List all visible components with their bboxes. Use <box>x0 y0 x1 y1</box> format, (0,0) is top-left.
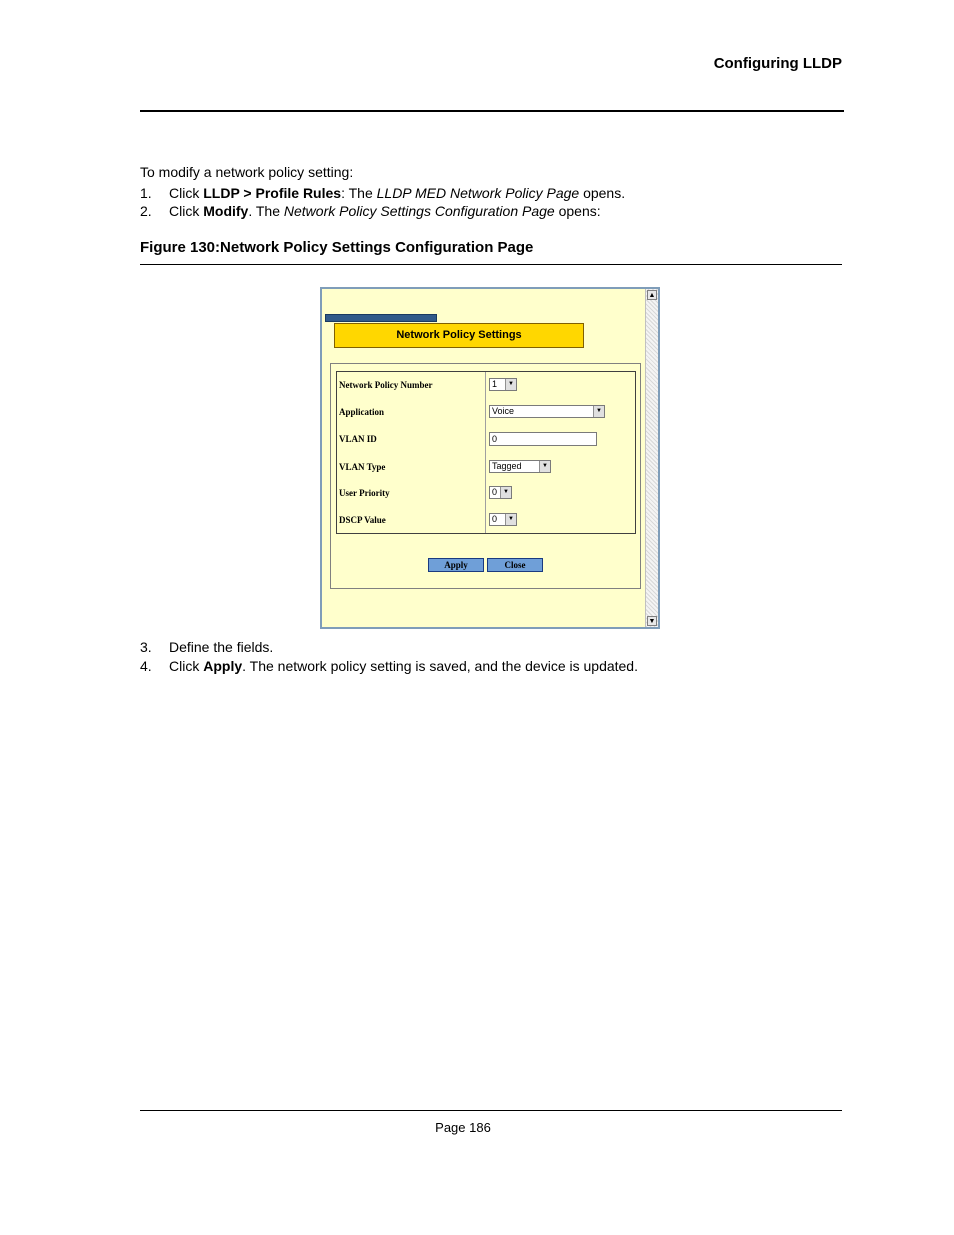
close-button[interactable]: Close <box>487 558 543 572</box>
step-text: Define the fields. <box>169 639 274 655</box>
select-value: 0 <box>492 487 498 497</box>
vlan-id-label: VLAN ID <box>339 434 377 444</box>
step-italic: LLDP MED Network Policy Page <box>376 185 580 201</box>
step-bold: Modify <box>203 203 249 219</box>
vlan-type-label: VLAN Type <box>339 462 386 472</box>
step-number: 1. <box>140 185 152 201</box>
chevron-down-icon: ▼ <box>539 461 550 472</box>
step-1 <box>140 185 625 201</box>
step-number: 4. <box>140 658 152 674</box>
vlan-type-select[interactable] <box>489 460 551 473</box>
application-label: Application <box>339 407 385 417</box>
apply-button[interactable]: Apply <box>428 558 484 572</box>
settings-title: Network Policy Settings <box>334 323 584 348</box>
step-text: Click <box>169 203 204 219</box>
step-3 <box>140 639 273 655</box>
step-text: Click <box>169 185 204 201</box>
chevron-down-icon: ▼ <box>500 487 511 498</box>
chevron-down-icon: ▼ <box>505 514 516 525</box>
vertical-scrollbar[interactable] <box>645 289 658 627</box>
step-text: : The <box>341 185 377 201</box>
select-value: 0 <box>492 514 498 524</box>
network-policy-number-select[interactable] <box>489 378 517 391</box>
dscp-value-label: DSCP Value <box>339 515 386 525</box>
step-2 <box>140 203 601 219</box>
step-4 <box>140 658 638 674</box>
step-number: 3. <box>140 639 152 655</box>
settings-window <box>320 287 660 629</box>
step-text: . The <box>248 203 284 219</box>
step-text: Click <box>169 658 204 674</box>
select-value: 1 <box>492 379 498 389</box>
column-divider <box>485 372 486 533</box>
user-priority-label: User Priority <box>339 488 390 498</box>
dscp-value-select[interactable] <box>489 513 517 526</box>
application-select[interactable] <box>489 405 605 418</box>
chevron-down-icon: ▼ <box>593 406 604 417</box>
step-italic: Network Policy Settings Configuration Page <box>283 203 555 219</box>
scroll-up-icon[interactable]: ▲ <box>648 291 656 299</box>
scroll-down-icon[interactable]: ▼ <box>648 617 656 625</box>
chevron-down-icon: ▼ <box>505 379 516 390</box>
user-priority-select[interactable] <box>489 486 512 499</box>
vlan-id-input[interactable]: 0 <box>489 432 597 446</box>
footer-rule <box>140 1110 842 1111</box>
step-number: 2. <box>140 203 152 219</box>
figure-rule <box>140 264 842 265</box>
tab-strip <box>325 314 437 322</box>
header-title: Configuring LLDP <box>713 55 842 72</box>
intro-text: To modify a network policy setting: <box>140 164 354 180</box>
step-text: opens: <box>554 203 601 219</box>
page-number: Page 186 <box>435 1120 491 1135</box>
figure-caption: Figure 130:Network Policy Settings Configuration Page <box>140 239 534 256</box>
step-text: . The network policy setting is saved, and the device is updated. <box>242 658 638 674</box>
header-rule <box>140 110 844 112</box>
select-value: Voice <box>492 406 515 416</box>
select-value: Tagged <box>492 461 522 471</box>
step-text: opens. <box>579 185 626 201</box>
fields-table <box>336 371 636 534</box>
form-panel <box>330 363 641 589</box>
network-policy-number-label: Network Policy Number <box>339 380 433 390</box>
step-bold: LLDP > Profile Rules <box>203 185 342 201</box>
step-bold: Apply <box>203 658 243 674</box>
